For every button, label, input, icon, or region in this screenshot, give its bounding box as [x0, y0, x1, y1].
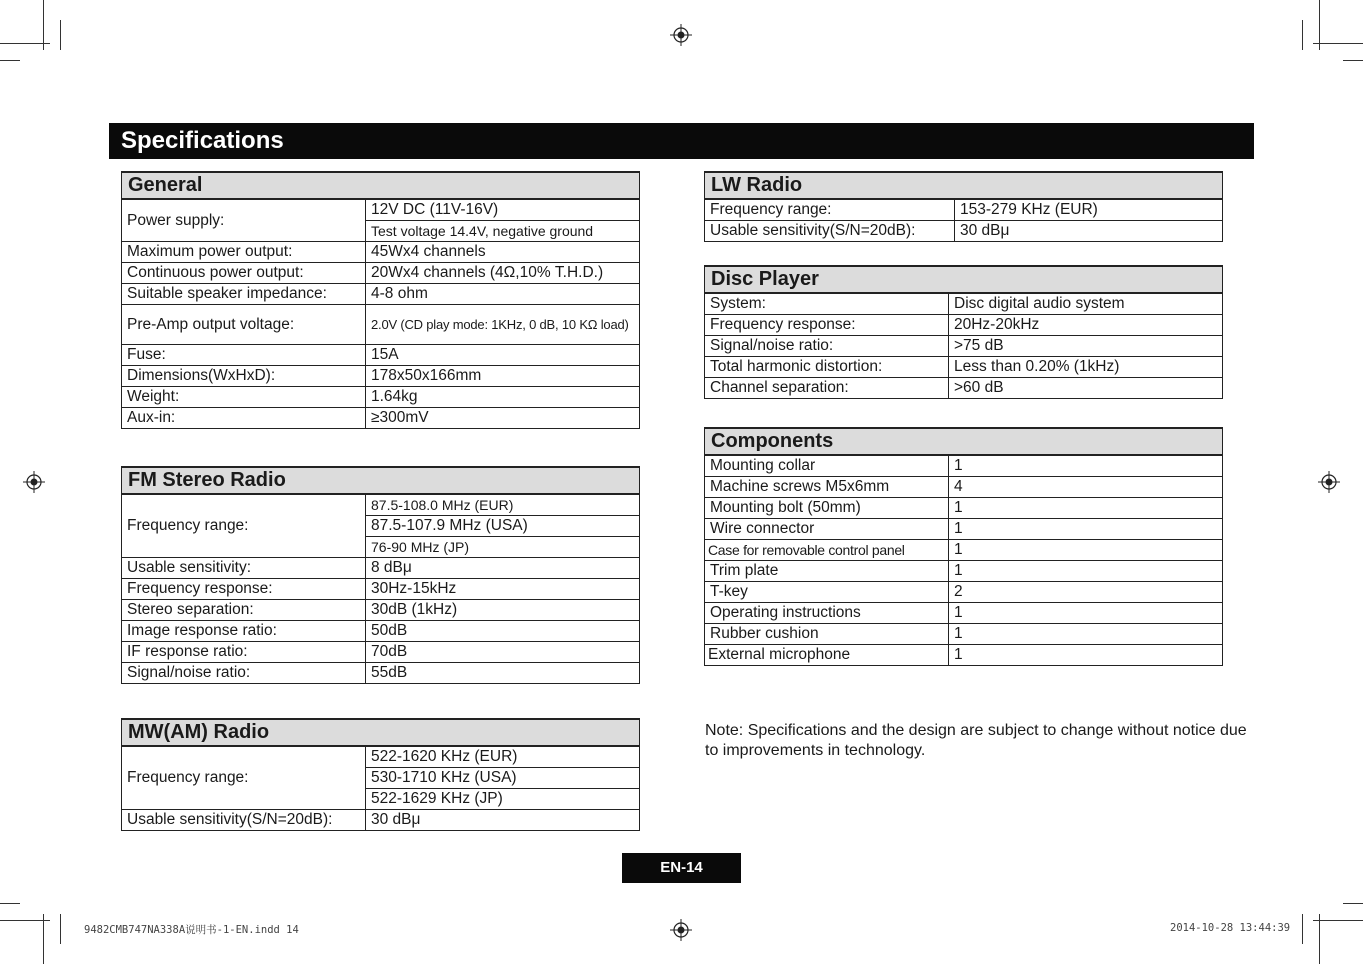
crop-mark [0, 60, 20, 61]
spec-value: 30Hz-15kHz [366, 579, 640, 600]
spec-value: 12V DC (11V-16V) [366, 199, 640, 221]
component-name: Wire connector [705, 519, 949, 540]
file-slug: 9482CMB747NA338A说明书-1-EN.indd 14 [84, 924, 299, 936]
registration-mark-icon [1318, 471, 1340, 493]
component-qty: 1 [949, 561, 1223, 582]
spec-value: 55dB [366, 663, 640, 684]
component-name: Mounting collar [705, 455, 949, 477]
spec-label: Signal/noise ratio: [122, 663, 366, 684]
spec-value: 50dB [366, 621, 640, 642]
crop-mark [1319, 0, 1320, 50]
spec-label: Weight: [122, 387, 366, 408]
spec-value: 20Hz-20kHz [949, 315, 1223, 336]
spec-value: 522-1629 KHz (JP) [366, 789, 640, 810]
spec-label: Frequency response: [705, 315, 949, 336]
spec-label: Maximum power output: [122, 242, 366, 263]
spec-value: Test voltage 14.4V, negative ground [366, 221, 640, 242]
spec-label: Usable sensitivity(S/N=20dB): [122, 810, 366, 831]
disclaimer-note: Note: Specifications and the design are subject to change without notice due to improvements in technology. [705, 722, 1247, 759]
spec-value: 178x50x166mm [366, 366, 640, 387]
spec-value: 1.64kg [366, 387, 640, 408]
spec-label: IF response ratio: [122, 642, 366, 663]
component-name: Trim plate [705, 561, 949, 582]
spec-label: Fuse: [122, 345, 366, 366]
spec-label: Usable sensitivity(S/N=20dB): [705, 221, 955, 242]
fm-radio-table [121, 466, 640, 684]
spec-value: 45Wx4 channels [366, 242, 640, 263]
spec-value: Disc digital audio system [949, 293, 1223, 315]
spec-value: 15A [366, 345, 640, 366]
spec-label: Frequency range: [122, 494, 366, 558]
spec-value: 530-1710 KHz (USA) [366, 768, 640, 789]
components-table [704, 427, 1223, 666]
crop-mark [1313, 43, 1363, 44]
component-qty: 1 [949, 455, 1223, 477]
component-name: Rubber cushion [705, 624, 949, 645]
spec-value: 70dB [366, 642, 640, 663]
fm-radio-heading: FM Stereo Radio [122, 467, 640, 494]
spec-label: Power supply: [122, 199, 366, 242]
lw-radio-table [704, 171, 1223, 242]
crop-mark [0, 903, 20, 904]
registration-mark-icon [23, 471, 45, 493]
spec-label: Frequency range: [705, 199, 955, 221]
spec-label: Frequency response: [122, 579, 366, 600]
component-qty: 1 [949, 540, 1223, 561]
spec-value: 87.5-108.0 MHz (EUR) [366, 494, 640, 516]
component-qty: 1 [949, 624, 1223, 645]
spec-value: 30 dBμ [955, 221, 1223, 242]
components-heading: Components [705, 428, 1223, 455]
component-qty: 1 [949, 519, 1223, 540]
crop-mark [1319, 914, 1320, 964]
page-number: EN-14 [622, 853, 741, 883]
crop-mark [43, 914, 44, 964]
spec-value: ≥300mV [366, 408, 640, 429]
spec-value: 20Wx4 channels (4Ω,10% T.H.D.) [366, 263, 640, 284]
page-title: Specifications [109, 123, 1254, 159]
registration-mark-icon [670, 919, 692, 941]
spec-label: Suitable speaker impedance: [122, 284, 366, 305]
spec-value: 2.0V (CD play mode: 1KHz, 0 dB, 10 KΩ load) [366, 305, 640, 345]
spec-label: System: [705, 293, 949, 315]
component-qty: 4 [949, 477, 1223, 498]
spec-label: Dimensions(WxHxD): [122, 366, 366, 387]
spec-value: >60 dB [949, 378, 1223, 399]
crop-mark [1302, 914, 1303, 944]
spec-value: 8 dBμ [366, 558, 640, 579]
spec-value: 30dB (1kHz) [366, 600, 640, 621]
component-name: Case for removable control panel [705, 540, 949, 561]
spec-value: 76-90 MHz (JP) [366, 537, 640, 558]
spec-label: Total harmonic distortion: [705, 357, 949, 378]
registration-mark-icon [670, 24, 692, 46]
crop-mark [60, 20, 61, 50]
crop-mark [1313, 920, 1363, 921]
disc-player-heading: Disc Player [705, 266, 1223, 293]
spec-label: Stereo separation: [122, 600, 366, 621]
spec-label: Usable sensitivity: [122, 558, 366, 579]
timestamp-slug: 2014-10-28 13:44:39 [1170, 922, 1291, 934]
spec-label: Aux-in: [122, 408, 366, 429]
spec-value: 30 dBμ [366, 810, 640, 831]
component-name: T-key [705, 582, 949, 603]
spec-label: Continuous power output: [122, 263, 366, 284]
spec-value: 522-1620 KHz (EUR) [366, 746, 640, 768]
mw-radio-heading: MW(AM) Radio [122, 719, 640, 746]
spec-label: Channel separation: [705, 378, 949, 399]
spec-label: Frequency range: [122, 746, 366, 810]
spec-value: Less than 0.20% (1kHz) [949, 357, 1223, 378]
spec-label: Signal/noise ratio: [705, 336, 949, 357]
spec-value: 87.5-107.9 MHz (USA) [366, 516, 640, 537]
component-name: Machine screws M5x6mm [705, 477, 949, 498]
component-name: Mounting bolt (50mm) [705, 498, 949, 519]
crop-mark [43, 0, 44, 50]
crop-mark [1302, 20, 1303, 50]
component-qty: 1 [949, 645, 1223, 666]
crop-mark [1343, 903, 1363, 904]
spec-value: 4-8 ohm [366, 284, 640, 305]
component-qty: 1 [949, 498, 1223, 519]
spec-label: Image response ratio: [122, 621, 366, 642]
general-table [121, 171, 640, 429]
spec-value: >75 dB [949, 336, 1223, 357]
disc-player-table [704, 265, 1223, 399]
component-qty: 2 [949, 582, 1223, 603]
crop-mark [60, 914, 61, 944]
spec-value: 153-279 KHz (EUR) [955, 199, 1223, 221]
general-heading: General [122, 172, 640, 199]
spec-label: Pre-Amp output voltage: [122, 305, 366, 345]
component-name: External microphone [705, 645, 949, 666]
component-name: Operating instructions [705, 603, 949, 624]
lw-radio-heading: LW Radio [705, 172, 1223, 199]
crop-mark [1343, 60, 1363, 61]
component-qty: 1 [949, 603, 1223, 624]
mw-radio-table [121, 718, 640, 831]
